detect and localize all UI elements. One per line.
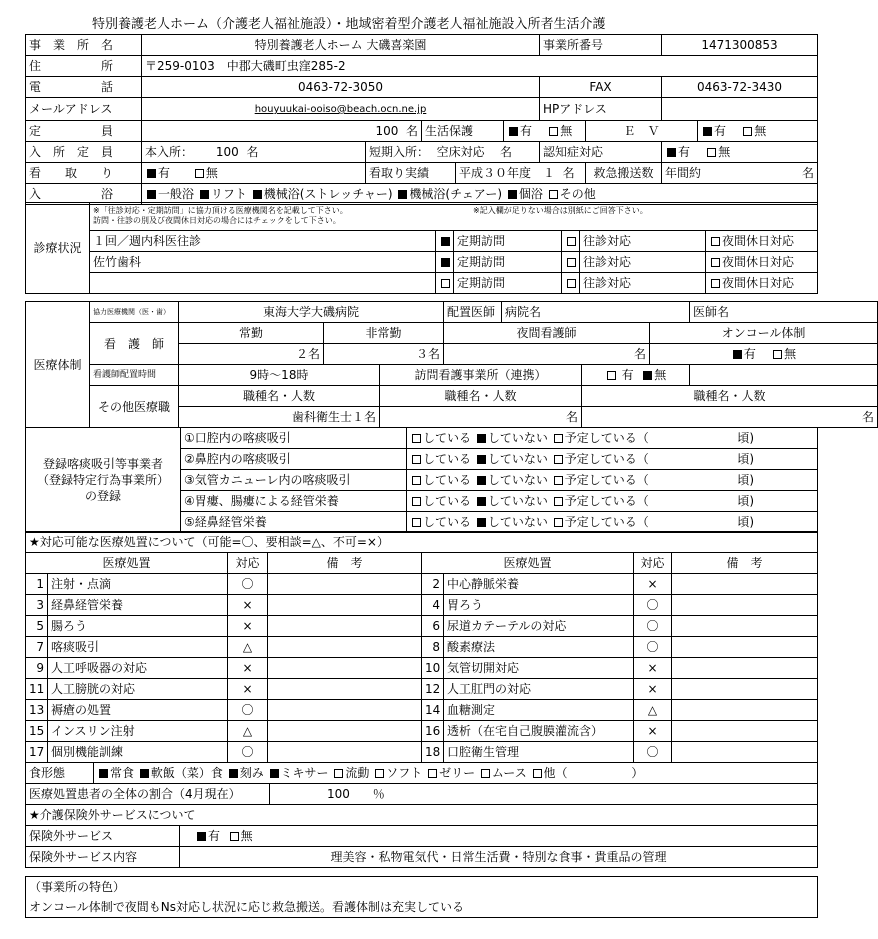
food-opt-2-checkbox[interactable] (229, 769, 238, 778)
hospital-label: 病院名 (502, 302, 690, 323)
col-note-right: 備 考 (672, 553, 818, 574)
dementia-yes-label: 有 (678, 145, 691, 159)
suction-5-plan: 予定している（ (564, 515, 649, 529)
proc-left-note (268, 700, 422, 721)
proc-left-note (268, 658, 422, 679)
station-yes-checkbox[interactable] (607, 371, 616, 380)
clinic-note-1: ※「往診対応・定期訪問」に協力頂ける医療機関名を記載して下さい。 (93, 206, 348, 215)
bath-opt-1-checkbox[interactable] (200, 190, 209, 199)
dementia-label: 認知症対応 (540, 142, 662, 163)
ratio-value: 100 (327, 787, 350, 801)
suction-5-plan-end: 頃) (737, 515, 754, 529)
suction-1-plan: 予定している（ (564, 431, 649, 445)
capacity-label: 定 員 (26, 121, 142, 142)
food-opt-7: ムース (491, 766, 527, 780)
clinic-2-night: 夜間休日対応 (722, 255, 795, 269)
clinic-2-regular-checkbox[interactable] (441, 258, 450, 267)
procedure-row (26, 721, 818, 742)
suction-item-4: ④胃瘻、腸瘻による経管栄養 (181, 491, 407, 512)
proc-left-resp: × (228, 595, 268, 616)
clinic-3-regular: 定期訪問 (454, 273, 562, 294)
clinic-row-1-name: １回／週内科医往診 (90, 231, 436, 252)
dementia-yes-checkbox[interactable] (667, 148, 676, 157)
welfare-label: 生活保護 (422, 121, 504, 142)
suction-4-doing-checkbox[interactable] (412, 497, 421, 506)
suction-1-notdoing-checkbox[interactable] (477, 434, 486, 443)
clinic-2-night-checkbox[interactable] (711, 258, 720, 267)
proc-left-no: 11 (26, 679, 48, 700)
proc-right-resp: × (634, 574, 672, 595)
suction-item-5: ⑤経鼻経管栄養 (181, 512, 407, 533)
suction-2-doing: している (423, 452, 472, 466)
proc-right-name: 胃ろう (444, 595, 634, 616)
food-opt-0-checkbox[interactable] (99, 769, 108, 778)
bath-opt-1: リフト (210, 187, 247, 201)
residents-label: 入 所 定 員 (26, 142, 142, 163)
medical-label: 医療体制 (26, 302, 90, 428)
suction-1-doing: している (423, 431, 472, 445)
clinic-1-night: 夜間休日対応 (722, 234, 795, 248)
proc-right-name: 人工肛門の対応 (444, 679, 634, 700)
procedure-row (26, 742, 818, 763)
procedure-row (26, 574, 818, 595)
proc-left-name: 人工膀胱の対応 (48, 679, 228, 700)
station-label: 訪問看護事業所（連携） (380, 365, 582, 386)
station-yes-label: 有 (621, 368, 634, 382)
insurance-content: 理美容・私物電気代・日常生活費・特別な食事・貴重品の管理 (180, 847, 818, 868)
clinic-table (25, 202, 818, 294)
proc-left-note (268, 616, 422, 637)
proc-left-no: 5 (26, 616, 48, 637)
residents-unit: 名 (246, 145, 259, 159)
insurance-no-label: 無 (240, 829, 253, 843)
mitori-no-label: 無 (205, 166, 218, 180)
bath-opt-3-checkbox[interactable] (398, 190, 407, 199)
suction-1-plan-end: 頃) (737, 431, 754, 445)
oncall-no-label: 無 (784, 347, 797, 361)
ambulance-value: 年間約 (665, 166, 702, 180)
insurance-yes-checkbox[interactable] (197, 832, 206, 841)
proc-right-name: 気管切開対応 (444, 658, 634, 679)
bath-opt-3: 機械浴(チェアー) (409, 187, 503, 201)
proc-right-no: 18 (422, 742, 444, 763)
proc-right-no: 10 (422, 658, 444, 679)
suction-1-notdoing: していない (487, 431, 548, 445)
suction-item-3: ③気管カニューレ内の喀痰吸引 (181, 470, 407, 491)
suction-item-2: ②鼻腔内の喀痰吸引 (181, 449, 407, 470)
ev-no-checkbox[interactable] (743, 127, 752, 136)
residents-value: 100 (215, 145, 239, 159)
proc-right-resp: × (634, 658, 672, 679)
suction-5-notdoing-checkbox[interactable] (477, 518, 486, 527)
proc-right-name: 口腔衛生管理 (444, 742, 634, 763)
mitori-yes-checkbox[interactable] (147, 169, 156, 178)
oncall-no-checkbox[interactable] (773, 350, 782, 359)
parttime-value: ３名 (324, 344, 444, 365)
food-opt-8: 他（ (543, 766, 568, 780)
short-value: 空床対応 (436, 145, 485, 159)
suction-label-2: （登録特定行為事業所） (36, 473, 169, 487)
fax-label: FAX (540, 77, 662, 98)
suction-table (25, 427, 818, 533)
procedure-row (26, 658, 818, 679)
proc-right-no: 16 (422, 721, 444, 742)
clinic-3-night-checkbox[interactable] (711, 279, 720, 288)
facility-name: 特別養護老人ホーム 大磯喜楽園 (142, 35, 540, 56)
suction-item-1: ①口腔内の喀痰吸引 (181, 428, 407, 449)
food-opt-0: 常食 (110, 766, 135, 780)
oncall-label: オンコール体制 (650, 323, 878, 344)
proc-left-no: 7 (26, 637, 48, 658)
procedure-row (26, 595, 818, 616)
bath-opt-0: 一般浴 (158, 187, 195, 201)
food-opt-3: ミキサー (280, 766, 329, 780)
suction-label-3: の登録 (84, 489, 121, 503)
food-opt-8-checkbox[interactable] (533, 769, 542, 778)
welfare-yes-checkbox[interactable] (509, 127, 518, 136)
feature-label: （事業所の特色） (26, 877, 818, 898)
clinic-label: 診療状況 (26, 203, 90, 294)
station-no-label: 無 (654, 368, 667, 382)
insurance-content-label: 保険外サービス内容 (26, 847, 180, 868)
proc-left-no: 3 (26, 595, 48, 616)
insurance-table (25, 804, 818, 868)
food-label: 食形態 (26, 763, 94, 784)
facility-email[interactable]: houyuukai-ooiso@beach.ocn.ne.jp (254, 104, 427, 115)
proc-right-note (672, 742, 818, 763)
station-no-checkbox[interactable] (643, 371, 652, 380)
col-resp-right: 対応 (634, 553, 672, 574)
ev-no-label: 無 (754, 124, 767, 138)
doctor-name-label: 医師名 (690, 302, 878, 323)
short-label: 短期入所： (369, 145, 430, 159)
col-proc-left: 医療処置 (26, 553, 228, 574)
proc-left-name: 経鼻経管栄養 (48, 595, 228, 616)
suction-4-plan-end: 頃) (737, 494, 754, 508)
procedure-row (26, 679, 818, 700)
other-value-3: 名 (582, 407, 878, 428)
other-label: その他医療職 (90, 386, 179, 428)
fulltime-value: ２名 (179, 344, 324, 365)
night-value: 名 (444, 344, 650, 365)
proc-right-no: 8 (422, 637, 444, 658)
bath-opt-4: 個浴 (518, 187, 543, 201)
clinic-3-visit: 往診対応 (580, 273, 706, 294)
hours-value: 9時～18時 (179, 365, 380, 386)
other-value-2: 名 (380, 407, 582, 428)
proc-left-resp: 〇 (228, 574, 268, 595)
job-label-3: 職種名・人数 (582, 386, 878, 407)
proc-left-name: 腸ろう (48, 616, 228, 637)
short-unit: 名 (499, 145, 512, 159)
proc-left-no: 13 (26, 700, 48, 721)
proc-left-resp: 〇 (228, 742, 268, 763)
food-opt-4: 流動 (345, 766, 370, 780)
dementia-no-checkbox[interactable] (707, 148, 716, 157)
proc-left-note (268, 742, 422, 763)
bath-opt-2-checkbox[interactable] (253, 190, 262, 199)
food-opt-6-checkbox[interactable] (428, 769, 437, 778)
suction-4-notdoing: していない (487, 494, 548, 508)
food-table (25, 762, 818, 805)
bath-opt-2: 機械浴(ストレッチャー) (263, 187, 393, 201)
proc-right-no: 2 (422, 574, 444, 595)
clinic-row-2-name: 佐竹歯科 (90, 252, 436, 273)
proc-left-resp: × (228, 658, 268, 679)
parttime-label: 非常勤 (324, 323, 444, 344)
welfare-no-label: 無 (560, 124, 573, 138)
suction-3-plan: 予定している（ (564, 473, 649, 487)
mitori-record: 平成３０年度 １ (459, 166, 556, 180)
proc-left-note (268, 721, 422, 742)
proc-right-name: 透析（在宅自己腹膜灌流含） (444, 721, 634, 742)
email-label: メールアドレス (26, 98, 142, 121)
proc-left-name: 褥瘡の処置 (48, 700, 228, 721)
proc-left-name: 喀痰吸引 (48, 637, 228, 658)
mitori-record-unit: 名 (562, 166, 575, 180)
suction-5-plan-checkbox[interactable] (554, 518, 563, 527)
suction-2-plan: 予定している（ (564, 452, 649, 466)
job-label-1: 職種名・人数 (179, 386, 380, 407)
proc-left-resp: △ (228, 637, 268, 658)
capacity-unit: 名 (405, 124, 418, 138)
proc-right-resp: 〇 (634, 742, 672, 763)
suction-1-doing-checkbox[interactable] (412, 434, 421, 443)
ev-yes-label: 有 (714, 124, 727, 138)
proc-right-note (672, 721, 818, 742)
suction-label-1: 登録喀痰吸引等事業者 (42, 457, 163, 471)
clinic-3-visit-checkbox[interactable] (567, 279, 576, 288)
mitori-no-checkbox[interactable] (195, 169, 204, 178)
procedures-table (25, 531, 818, 763)
procedure-row (26, 616, 818, 637)
proc-left-name: 注射・点滴 (48, 574, 228, 595)
facility-address: 〒259-0103 中郡大磯町虫窪285-2 (142, 56, 818, 77)
food-end: ） (631, 766, 644, 780)
ratio-unit: ％ (372, 787, 385, 801)
bath-opt-0-checkbox[interactable] (147, 190, 156, 199)
col-proc-right: 医療処置 (422, 553, 634, 574)
hours-label: 看護師配置時間 (90, 365, 179, 386)
food-opt-3-checkbox[interactable] (270, 769, 279, 778)
food-opt-6: ゼリー (439, 766, 476, 780)
suction-4-notdoing-checkbox[interactable] (477, 497, 486, 506)
suction-4-plan: 予定している（ (564, 494, 649, 508)
proc-right-no: 12 (422, 679, 444, 700)
coop-value: 東海大学大磯病院 (179, 302, 444, 323)
bath-opt-5-checkbox[interactable] (549, 190, 558, 199)
procedure-row (26, 637, 818, 658)
clinic-1-regular: 定期訪問 (454, 231, 562, 252)
suction-2-notdoing-checkbox[interactable] (477, 455, 486, 464)
facility-fax: 0463-72-3430 (662, 77, 818, 98)
ambulance-unit: 名 (802, 166, 815, 180)
clinic-1-night-checkbox[interactable] (711, 237, 720, 246)
proc-right-note (672, 574, 818, 595)
capacity-value: 100 (375, 124, 399, 138)
facility-number: 1471300853 (662, 35, 818, 56)
clinic-3-regular-checkbox[interactable] (441, 279, 450, 288)
night-label: 夜間看護師 (444, 323, 650, 344)
suction-2-notdoing: していない (487, 452, 548, 466)
bath-label: 入 浴 (26, 184, 142, 205)
proc-right-resp: 〇 (634, 595, 672, 616)
other-value-1: 歯科衛生士１名 (179, 407, 380, 428)
suction-3-notdoing: していない (487, 473, 548, 487)
fulltime-label: 常勤 (179, 323, 324, 344)
food-opt-7-checkbox[interactable] (481, 769, 490, 778)
suction-3-plan-end: 頃) (737, 473, 754, 487)
suction-2-doing-checkbox[interactable] (412, 455, 421, 464)
oncall-yes-label: 有 (743, 347, 756, 361)
proc-right-name: 酸素療法 (444, 637, 634, 658)
food-opt-2: 刻み (239, 766, 264, 780)
hp-label: HPアドレス (540, 98, 662, 121)
ev-yes-checkbox[interactable] (703, 127, 712, 136)
proc-right-no: 6 (422, 616, 444, 637)
insurance-heading: ★介護保険外サービスについて (26, 805, 818, 826)
bath-opt-5: その他 (559, 187, 596, 201)
proc-right-name: 尿道カテーテルの対応 (444, 616, 634, 637)
proc-right-note (672, 700, 818, 721)
oncall-yes-checkbox[interactable] (733, 350, 742, 359)
suction-5-doing-checkbox[interactable] (412, 518, 421, 527)
col-note-left: 備 考 (268, 553, 422, 574)
clinic-1-visit: 往診対応 (580, 231, 706, 252)
welfare-no-checkbox[interactable] (549, 127, 558, 136)
food-opt-5-checkbox[interactable] (375, 769, 384, 778)
suction-5-doing: している (423, 515, 472, 529)
food-opt-5: ソフト (386, 766, 423, 780)
proc-right-resp: △ (634, 700, 672, 721)
mitori-label: 看 取 り (26, 163, 142, 184)
proc-left-note (268, 637, 422, 658)
feature-text: オンコール体制で夜間もNs対応し状況に応じ救急搬送。看護体制は充実している (26, 897, 818, 918)
proc-right-note (672, 679, 818, 700)
food-opt-1-checkbox[interactable] (140, 769, 149, 778)
suction-4-plan-checkbox[interactable] (554, 497, 563, 506)
proc-right-note (672, 658, 818, 679)
suction-4-doing: している (423, 494, 472, 508)
clinic-3-night: 夜間休日対応 (722, 276, 795, 290)
clinic-1-visit-checkbox[interactable] (567, 237, 576, 246)
suction-5-notdoing: していない (487, 515, 548, 529)
proc-left-resp: × (228, 679, 268, 700)
suction-2-plan-end: 頃) (737, 452, 754, 466)
proc-right-note (672, 595, 818, 616)
proc-left-resp: × (228, 616, 268, 637)
proc-right-resp: 〇 (634, 616, 672, 637)
proc-right-note (672, 616, 818, 637)
job-label-2: 職種名・人数 (380, 386, 582, 407)
proc-right-name: 血糖測定 (444, 700, 634, 721)
clinic-1-regular-checkbox[interactable] (441, 237, 450, 246)
proc-right-resp: × (634, 679, 672, 700)
proc-left-resp: △ (228, 721, 268, 742)
proc-left-note (268, 679, 422, 700)
clinic-2-visit: 往診対応 (580, 252, 706, 273)
proc-left-name: 個別機能訓練 (48, 742, 228, 763)
ev-label: Ｅ Ｖ (586, 121, 698, 142)
insurance-no-checkbox[interactable] (230, 832, 239, 841)
proc-left-no: 15 (26, 721, 48, 742)
ratio-label: 医療処置患者の全体の割合（4月現在） (26, 784, 270, 805)
nurse-label: 看 護 師 (90, 323, 179, 365)
clinic-note-2: 訪問・往診の別及び夜間休日対応の場合にはチェックをして下さい。 (93, 216, 341, 225)
food-opt-4-checkbox[interactable] (334, 769, 343, 778)
page-title: 特別養護老人ホーム（介護老人福祉施設）・地域密着型介護老人福祉施設入所者生活介護 (92, 17, 606, 32)
mitori-yes-label: 有 (158, 166, 171, 180)
suction-1-plan-checkbox[interactable] (554, 434, 563, 443)
mitori-record-label: 看取り実績 (366, 163, 456, 184)
clinic-row-3-name (90, 273, 436, 294)
bath-opt-4-checkbox[interactable] (508, 190, 517, 199)
procedures-heading: ★対応可能な医療処置について（可能=〇、要相談=△、不可=×） (26, 532, 818, 553)
coop-label: 協力医療機関（医・歯） (90, 302, 179, 323)
suction-3-notdoing-checkbox[interactable] (477, 476, 486, 485)
facility-table (25, 34, 818, 205)
medical-table (25, 301, 878, 428)
proc-left-note (268, 595, 422, 616)
proc-left-no: 17 (26, 742, 48, 763)
address-label: 住 所 (26, 56, 142, 77)
clinic-2-visit-checkbox[interactable] (567, 258, 576, 267)
clinic-note-3: ※記入欄が足りない場合は別紙にご回答下さい。 (473, 206, 648, 215)
clinic-2-regular: 定期訪問 (454, 252, 562, 273)
suction-3-doing: している (423, 473, 472, 487)
residents-sub: 本入所： (145, 145, 194, 159)
col-resp-left: 対応 (228, 553, 268, 574)
proc-left-name: 人工呼吸器の対応 (48, 658, 228, 679)
proc-left-name: インスリン注射 (48, 721, 228, 742)
proc-left-no: 9 (26, 658, 48, 679)
suction-3-doing-checkbox[interactable] (412, 476, 421, 485)
procedure-row (26, 700, 818, 721)
ambulance-label: 救急搬送数 (586, 163, 662, 184)
number-label: 事業所番号 (540, 35, 662, 56)
proc-right-name: 中心静脈栄養 (444, 574, 634, 595)
suction-2-plan-checkbox[interactable] (554, 455, 563, 464)
dementia-no-label: 無 (718, 145, 731, 159)
name-label: 事 業 所 名 (26, 35, 142, 56)
food-opt-1: 軟飯（菜）食 (150, 766, 223, 780)
feature-table (25, 876, 818, 918)
facility-tel: 0463-72-3050 (142, 77, 540, 98)
proc-left-note (268, 574, 422, 595)
proc-right-note (672, 637, 818, 658)
facility-hp (662, 98, 818, 121)
proc-right-resp: × (634, 721, 672, 742)
welfare-yes-label: 有 (520, 124, 533, 138)
tel-label: 電 話 (26, 77, 142, 98)
suction-3-plan-checkbox[interactable] (554, 476, 563, 485)
doctor-label: 配置医師 (444, 302, 502, 323)
proc-right-no: 14 (422, 700, 444, 721)
insurance-out-label: 保険外サービス (26, 826, 180, 847)
proc-left-no: 1 (26, 574, 48, 595)
proc-left-resp: 〇 (228, 700, 268, 721)
proc-right-resp: 〇 (634, 637, 672, 658)
proc-right-no: 4 (422, 595, 444, 616)
insurance-yes-label: 有 (208, 829, 221, 843)
